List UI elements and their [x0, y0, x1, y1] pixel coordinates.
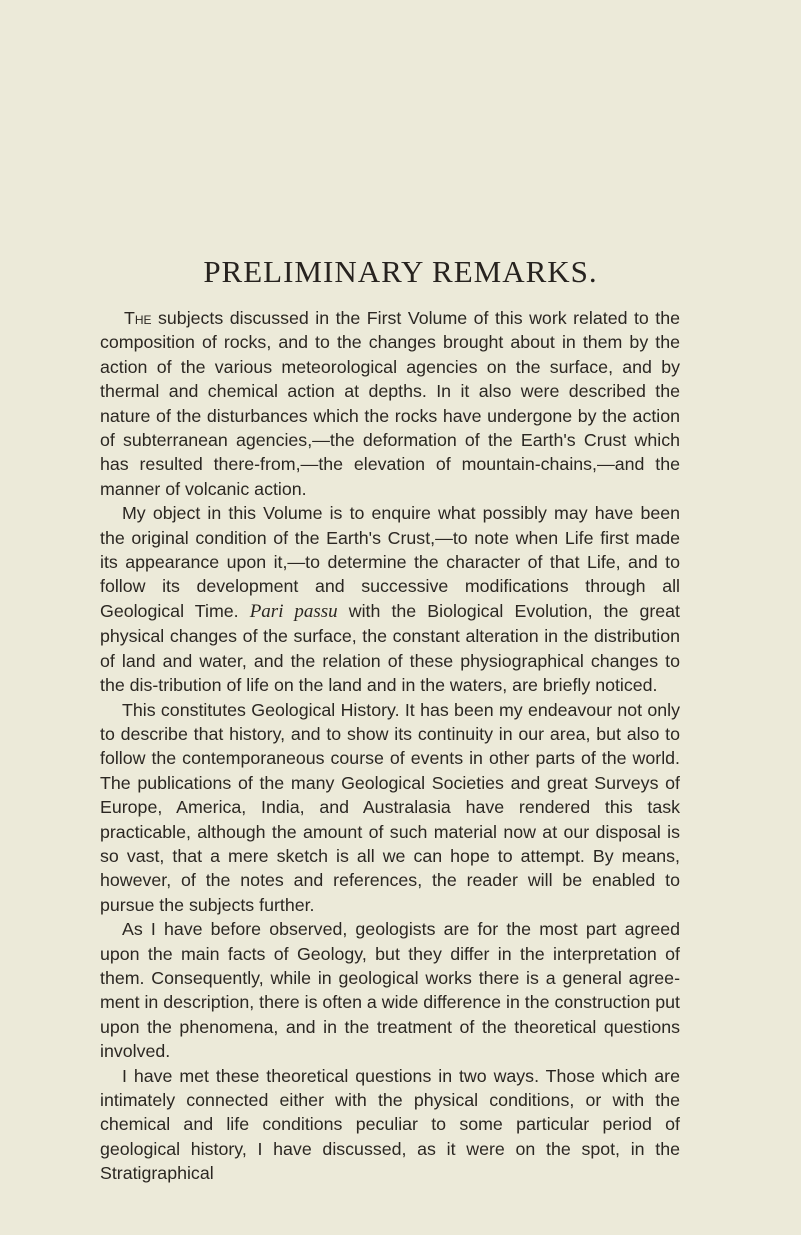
paragraph-2 [100, 501, 680, 697]
paragraph-3: This constitutes Geological History. It has been my endeavour not only to describe that history, and to show its continuity in our area, but also to follow the contemporaneous course of events in other parts of the world. The publications of the many Geological Societies and great Surveys of Europe, America, India, and Australasia have rendered this task practicable, although the amount of such material now at our disposal is so vast, that a mere sketch is all we can hope to attempt. By means, however, of the notes and references, the reader will be enabled to pursue the subjects further. [100, 699, 680, 915]
paragraph-2-italic: Pari passu [249, 600, 338, 622]
body-text [100, 306, 680, 1186]
paragraph-4: As I have before observed, geologists are for the most part agreed upon the main facts of Geology, but they differ in the interpretation of them. Consequently, while in geological works there is a general agree-ment in description, there is often a wide difference in the construction put upon the phenomena, and in the treatment of the theoretical questions involved. [100, 919, 680, 1062]
chapter-heading: PRELIMINARY REMARKS. [203, 254, 598, 289]
paragraph-1 [100, 306, 680, 501]
paragraph-1-lead: The [124, 308, 152, 328]
paragraph-1-text: subjects discussed in the First Volume of this work related to the composition of rocks, and to the changes brought about in them by the action of the various meteorological agencies on the surface, and by thermal and chemical action at depths. In it also were described the nature of the disturbances which the rocks have undergone by the action of subterranean agencies,—the deformation of the Earth's Crust which has resulted there-from,—the elevation of mountain-chains,—and the manner of volcanic action. [100, 308, 680, 499]
paragraph-2-after: with the Biological Evolution, the great physical changes of the surface, the constant alteration in the distribution of land and water, and the relation of these physiographical changes to the dis-tribution of life on the land and in the waters, are briefly noticed. [100, 600, 680, 696]
paragraph-2-before: My object in this Volume is to enquire what possibly may have been the original condition of the Earth's Crust,—to note when Life first made its appearance upon it,—to determine the character of that Life, and to follow its development and successive modifications through all Geological Time. [100, 503, 680, 621]
paragraph-5: I have met these theoretical questions in two ways. Those which are intimately connected either with the physical conditions, or with the chemical and life conditions peculiar to some particular period of geological history, I have discussed, as it were on the spot, in the Stratigraphical [100, 1065, 680, 1184]
